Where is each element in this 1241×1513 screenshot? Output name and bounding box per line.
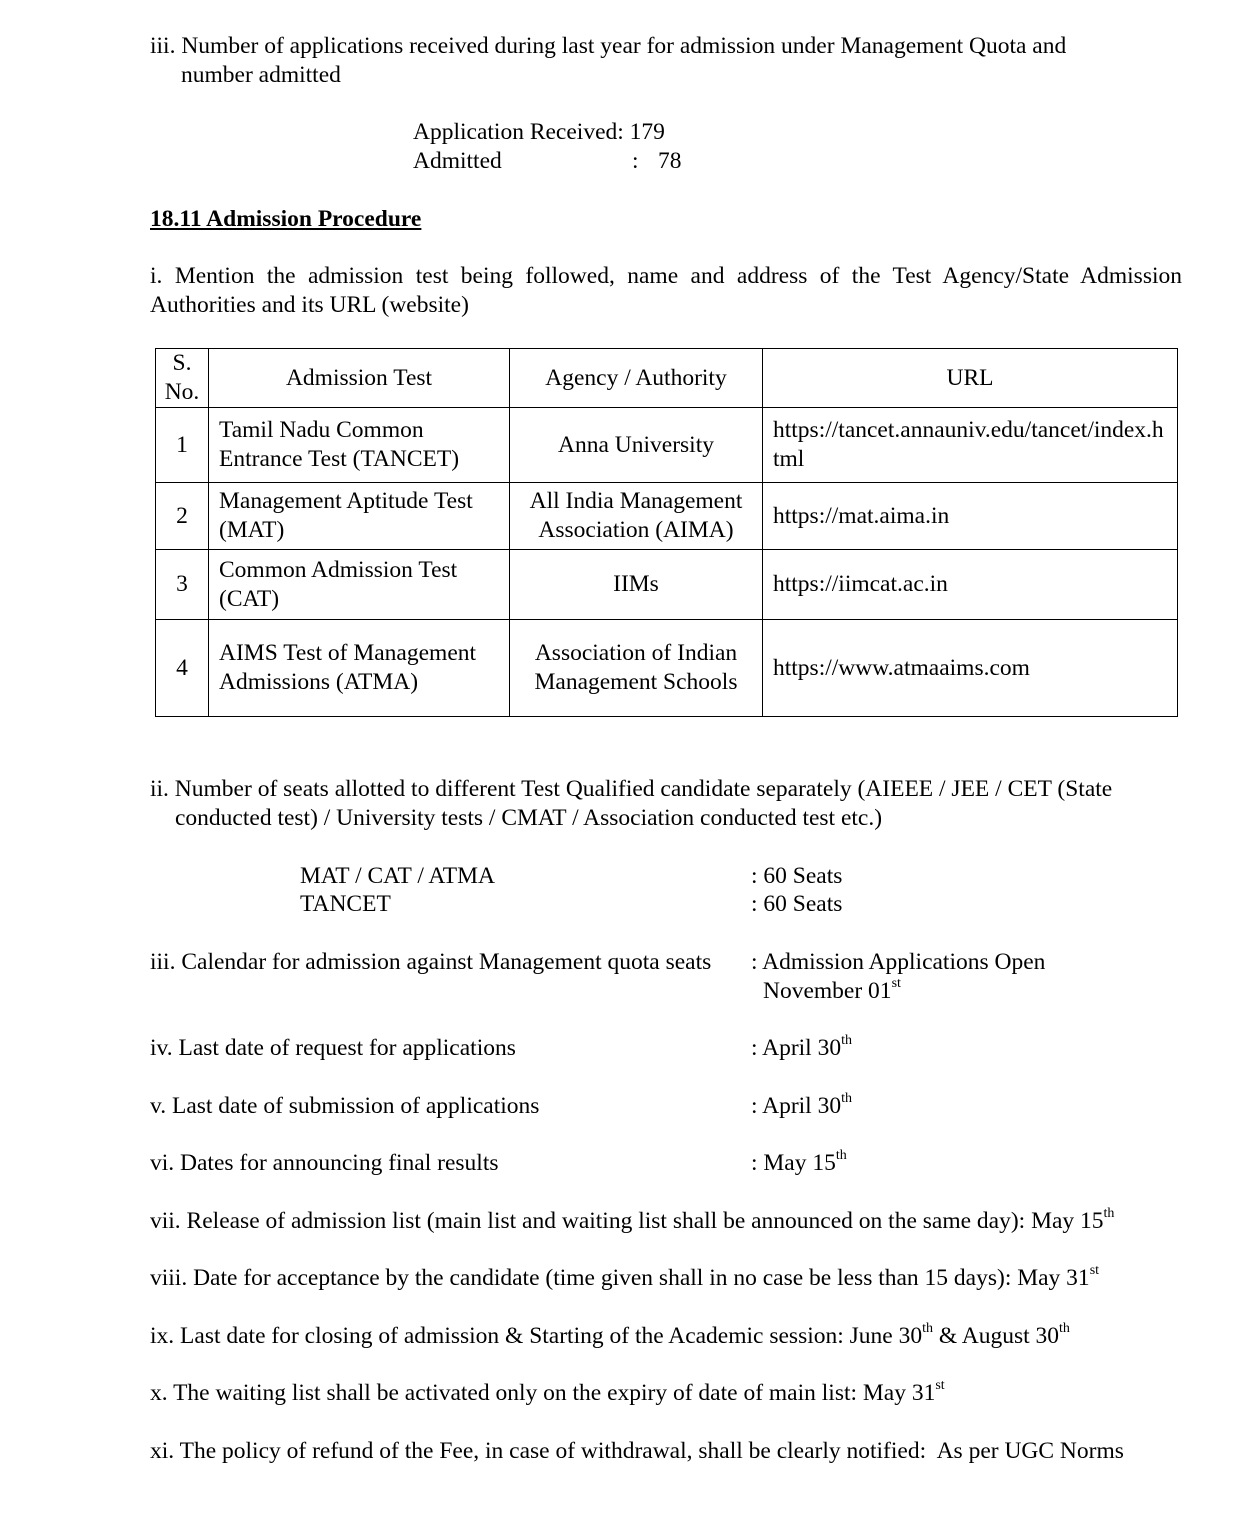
row-test: Management Aptitude Test (MAT) bbox=[209, 483, 510, 550]
row-test: Tamil Nadu Common Entrance Test (TANCET) bbox=[209, 408, 510, 483]
table-row bbox=[156, 408, 1178, 483]
applications-question-line2: number admitted bbox=[181, 62, 341, 88]
item-iii-value-line2 bbox=[763, 977, 901, 1006]
item-i-line1: i. Mention the admission test being followed, name and address of the Test Agency/State Admission bbox=[150, 263, 1182, 289]
seat-label-mat-cat-atma: MAT / CAT / ATMA bbox=[300, 863, 496, 889]
seat-value-tancet: : 60 Seats bbox=[751, 891, 843, 917]
admitted-label: Admitted bbox=[413, 148, 502, 174]
date-value: : May 15 bbox=[751, 1150, 836, 1176]
item-vi-value bbox=[751, 1149, 847, 1178]
row-test: AIMS Test of Management Admissions (ATMA) bbox=[209, 620, 510, 717]
applications-question-line1: iii. Number of applications received during last year for admission under Management Quota and bbox=[150, 33, 1067, 59]
section-heading: 18.11 Admission Procedure bbox=[150, 206, 422, 232]
row-sno: 2 bbox=[156, 483, 209, 550]
row-test: Common Admission Test (CAT) bbox=[209, 550, 510, 620]
item-v-value bbox=[751, 1092, 852, 1121]
item-x bbox=[150, 1379, 945, 1408]
row-url-link[interactable]: https://tancet.annauniv.edu/tancet/index.html bbox=[763, 408, 1178, 483]
date-suffix: st bbox=[935, 1378, 945, 1394]
seat-label-tancet: TANCET bbox=[300, 891, 391, 917]
item-ii-line1: ii. Number of seats allotted to different Test Qualified candidate separately (AIEEE / JEE / CET (State bbox=[150, 776, 1113, 802]
admitted-value: 78 bbox=[658, 148, 682, 174]
received-value: 179 bbox=[629, 119, 665, 145]
date-suffix: th bbox=[922, 1321, 933, 1337]
item-iii-label: iii. Calendar for admission against Management quota seats bbox=[150, 949, 712, 975]
header-admission-test: Admission Test bbox=[209, 349, 510, 408]
item-i-line2: Authorities and its URL (website) bbox=[150, 292, 469, 318]
row-agency: All India Management Association (AIMA) bbox=[510, 483, 763, 550]
item-viii-text: viii. Date for acceptance by the candidate (time given shall in no case be less than 15 days): May 31 bbox=[150, 1265, 1090, 1291]
date-suffix: th bbox=[835, 1148, 847, 1164]
item-vi-label: vi. Dates for announcing final results bbox=[150, 1150, 499, 1176]
table-row bbox=[156, 483, 1178, 550]
table-row bbox=[156, 620, 1178, 717]
admitted-sep: : bbox=[632, 148, 639, 174]
item-vii bbox=[150, 1207, 1114, 1236]
row-sno: 1 bbox=[156, 408, 209, 483]
header-sno: S. No. bbox=[156, 349, 209, 408]
item-ix bbox=[150, 1322, 1070, 1351]
item-ii-line2: conducted test) / University tests / CMAT / Association conducted test etc.) bbox=[175, 805, 883, 831]
item-ix-text: ix. Last date for closing of admission & Starting of the Academic session: June 30 bbox=[150, 1323, 923, 1349]
item-vii-text: vii. Release of admission list (main list and waiting list shall be announced on the same day): May 15 bbox=[150, 1208, 1104, 1234]
open-date: November 01 bbox=[763, 978, 892, 1004]
item-iv-label: iv. Last date of request for applications bbox=[150, 1035, 516, 1061]
date-value: : April 30 bbox=[751, 1035, 842, 1061]
row-url-link[interactable]: https://iimcat.ac.in bbox=[763, 550, 1178, 620]
row-sno: 4 bbox=[156, 620, 209, 717]
date-suffix: th bbox=[1059, 1321, 1070, 1337]
admission-test-table bbox=[155, 348, 1178, 717]
date-suffix: th bbox=[841, 1091, 852, 1107]
item-viii bbox=[150, 1264, 1099, 1293]
date-suffix: st bbox=[1089, 1263, 1100, 1279]
item-iii-value-line1: : Admission Applications Open bbox=[751, 949, 1046, 975]
seat-value-mat-cat-atma: : 60 Seats bbox=[751, 863, 843, 889]
row-agency: IIMs bbox=[510, 550, 763, 620]
row-url-link[interactable]: https://www.atmaaims.com bbox=[763, 620, 1178, 717]
item-ix-mid: & August 30 bbox=[933, 1323, 1060, 1349]
date-suffix: th bbox=[1103, 1206, 1115, 1222]
table-row bbox=[156, 550, 1178, 620]
received-label: Application Received: bbox=[413, 119, 624, 145]
item-xi: xi. The policy of refund of the Fee, in case of withdrawal, shall be clearly notified: As per UGC Norms bbox=[150, 1438, 1124, 1464]
date-suffix: th bbox=[841, 1033, 852, 1049]
header-url: URL bbox=[763, 349, 1178, 408]
date-value: : April 30 bbox=[751, 1093, 842, 1119]
row-agency: Anna University bbox=[510, 408, 763, 483]
row-sno: 3 bbox=[156, 550, 209, 620]
table-header-row bbox=[156, 349, 1178, 408]
item-x-text: x. The waiting list shall be activated only on the expiry of date of main list: May 31 bbox=[150, 1380, 936, 1406]
date-suffix: st bbox=[891, 976, 901, 992]
row-url-link[interactable]: https://mat.aima.in bbox=[763, 483, 1178, 550]
row-agency: Association of Indian Management Schools bbox=[510, 620, 763, 717]
item-iv-value bbox=[751, 1034, 852, 1063]
header-agency: Agency / Authority bbox=[510, 349, 763, 408]
item-v-label: v. Last date of submission of applications bbox=[150, 1093, 540, 1119]
applications-received bbox=[413, 118, 665, 147]
